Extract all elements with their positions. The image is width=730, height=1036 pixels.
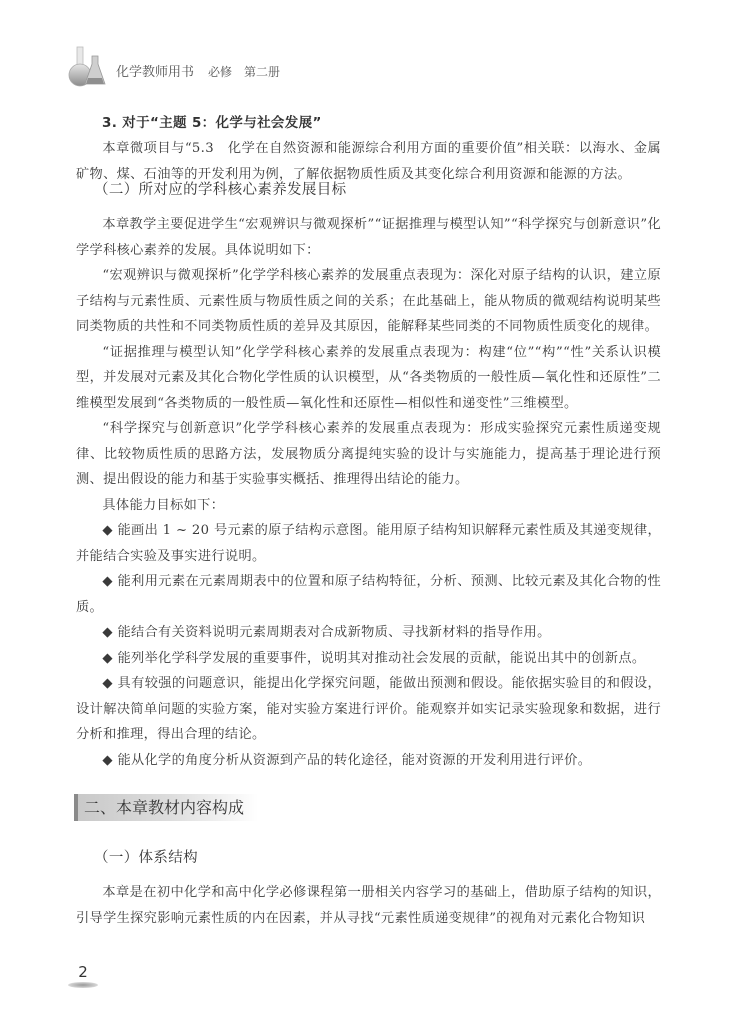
list-item: ◆ 能画出 1 ~ 20 号元素的原子结构示意图。能用原子结构知识解释元素性质及其递变规律，并能结合实验及事实进行说明。 xyxy=(76,523,662,564)
core-literacy-heading: （二）所对应的学科核心素养发展目标 xyxy=(94,182,347,198)
structure-section xyxy=(76,844,661,931)
topic5-heading: 3. 对于“主题 5：化学与社会发展” xyxy=(102,115,322,131)
section-heading-bar xyxy=(74,794,258,821)
core-literacy-section xyxy=(76,176,661,773)
book-title: 化学教师用书 xyxy=(116,65,195,80)
list-item: ◆ 能列举化学科学发展的重要事件，说明其对推动社会发展的贡献，能说出其中的创新点。 xyxy=(102,650,646,666)
paragraph: “科学探究与创新意识”化学学科核心素养的发展重点表现为：形成实验探究元素性质递变规律、比较物质性质的思路方法，发展物质分离提纯实验的设计与实施能力，提高基于理论进行预测、提出假设的能力和基于实验事实概括、推理得出结论的能力。 xyxy=(76,421,661,487)
diamond-bullet-icon: ◆ xyxy=(102,676,113,691)
diamond-bullet-icon: ◆ xyxy=(102,752,113,768)
paragraph: 本章教学主要促进学生“宏观辨识与微观探析”“证据推理与模型认知”“科学探究与创新意识”化学学科核心素养的发展。具体说明如下： xyxy=(76,217,661,258)
paragraph: “证据推理与模型认知”化学学科核心素养的发展重点表现为：构建“位”“构”“性”关系认识模型，并发展对元素及其化合物化学性质的认识模型，从“各类物质的一般性质—氧化性和还原性”二维模型发展到“各类物质的一般性质—氧化性和还原性—相似性和递变性”三维模型。 xyxy=(76,344,661,411)
page-number-ornament xyxy=(68,982,98,988)
diamond-bullet-icon: ◆ xyxy=(102,574,113,589)
diamond-bullet-icon: ◆ xyxy=(102,523,113,538)
paragraph: “宏观辨识与微观探析”化学学科核心素养的发展重点表现为：深化对原子结构的认识，建立原子结构与元素性质、元素性质与物质性质之间的关系；在此基础上，能从物质的微观结构说明某些同类物质的共性和不同类物质性质的差异及其原因，能解释某些同类的不同物质性质变化的规律。 xyxy=(76,268,661,334)
page-number: 2 xyxy=(78,963,88,981)
structure-paragraph: 本章是在初中化学和高中化学必修课程第一册相关内容学习的基础上，借助原子结构的知识，引导学生探究影响元素性质的内在因素，并从寻找“元素性质递变规律”的视角对元素化合物知识 xyxy=(76,885,661,926)
diamond-bullet-icon: ◆ xyxy=(102,650,113,666)
book-subtitle: 必修 第二册 xyxy=(208,65,281,79)
list-item: ◆ 能结合有关资料说明元素周期表对合成新物质、寻找新材料的指导作用。 xyxy=(102,625,551,640)
header-title xyxy=(116,61,280,80)
section-heading: 二、本章教材内容构成 xyxy=(84,798,245,817)
topic5-paragraph: 本章微项目与“5.3 化学在自然资源和能源综合利用方面的重要价值”相关联：以海水、金属矿物、煤、石油等的开发利用为例，了解依据物质性质及其变化综合利用资源和能源的方法。 xyxy=(76,141,661,182)
paragraph: 具体能力目标如下： xyxy=(102,497,225,513)
list-item: ◆ 具有较强的问题意识，能提出化学探究问题，能做出预测和假设。能依据实验目的和假设，设计解决简单问题的实验方案，能对实验方案进行评价。能观察并如实记录实验现象和数据，进行分析和推理，得出合理的结论。 xyxy=(76,676,661,742)
running-header xyxy=(66,44,280,88)
diamond-bullet-icon: ◆ xyxy=(102,625,113,640)
structure-heading: （一）体系结构 xyxy=(94,850,198,866)
flask-icon xyxy=(66,44,110,88)
list-item: ◆ 能从化学的角度分析从资源到产品的转化途径，能对资源的开发利用进行评价。 xyxy=(102,752,592,768)
list-item: ◆ 能利用元素在元素周期表中的位置和原子结构特征，分析、预测、比较元素及其化合物的性质。 xyxy=(76,574,661,615)
